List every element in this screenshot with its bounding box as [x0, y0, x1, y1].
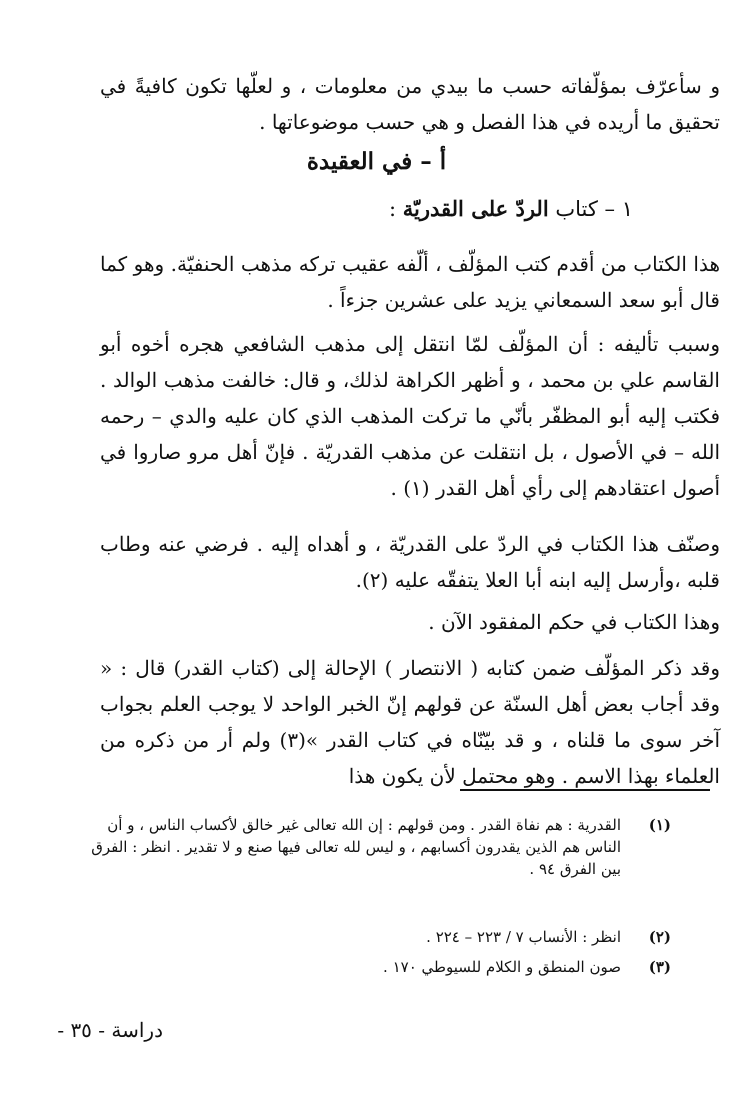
- footnote-1-mark: (١): [648, 816, 671, 834]
- footnote-1-text: القدرية : هم نفاة القدر . ومن قولهم : إن الله تعالى غير خالق لأكساب الناس ، و أن الناس هم الذين يقدرون أكسابهم ، و ليس لله تعالى فيها صنع و لا تقدير . انظر : الفرق بين الفرق ٩٤ .: [91, 816, 621, 878]
- composition-paragraph: وصنّف هذا الكتاب في الردّ على القدريّة ، و أهداه إليه . فرضي عنه وطاب قلبه ،وأرسل إليه ابنه أبا العلا يتفقّه عليه (٢).: [100, 532, 720, 592]
- footnote-2-mark: (٢): [648, 928, 671, 946]
- book-title: الردّ على القدريّة: [402, 196, 549, 221]
- book-title-colon: :: [389, 197, 397, 221]
- lost-book-paragraph: وهذا الكتاب في حكم المفقود الآن .: [428, 610, 720, 634]
- footnote-1: [71, 814, 671, 880]
- footnote-3: [71, 956, 671, 978]
- page-number: دراسة - ٣٥ -: [57, 1018, 163, 1042]
- reference-paragraph: وقد ذكر المؤلّف ضمن كتابه ( الانتصار ) الإحالة إلى (كتاب القدر) قال : « وقد أجاب بعض أهل السنّة عن قولهم إنّ الخبر الواحد لا يوجب العلم بجواب آخر سوى ما قلناه ، و قد بيّنّاه في كتاب القدر »(٣) ولم أر من ذكره من العلماء بهذا الاسم . وهو محتمل لأن يكون هذا: [100, 656, 721, 788]
- intro-paragraph: و سأعرّف بمؤلّفاته حسب ما بيدي من معلومات ، و لعلّها تكون كافيةً في تحقيق ما أريده في هذا الفصل و هي حسب موضوعاتها .: [100, 74, 720, 134]
- authoring-reason-paragraph: وسبب تأليفه : أن المؤلّف لمّا انتقل إلى مذهب الشافعي هجره أخوه أبو القاسم علي بن محمد ، و أظهر الكراهة لذلك، و قال: خالفت مذهب الوالد . فكتب إليه أبو المظفّر بأنّي ما تركت المذهب الذي كان عليه والدي – رحمه الله – في الأصول ، بل انتقلت عن مذهب القدريّة . فإنّ أهل مرو صاروا في أصول اعتقادهم إلى رأي أهل القدر (١) .: [100, 332, 720, 500]
- book-number: ١ – كتاب: [555, 197, 633, 221]
- footnote-3-mark: (٣): [648, 958, 671, 976]
- book-title-heading: [389, 196, 633, 221]
- section-heading: أ – في العقيدة: [306, 148, 447, 175]
- footnote-divider: [460, 789, 710, 791]
- book-description-paragraph: هذا الكتاب من أقدم كتب المؤلّف ، ألّفه عقيب تركه مذهب الحنفيّة. وهو كما قال أبو سعد السمعاني يزيد على عشرين جزءاً .: [100, 252, 721, 312]
- footnote-3-text: صون المنطق و الكلام للسيوطي ١٧٠ .: [383, 958, 621, 976]
- footnote-2-text: انظر : الأنساب ٧ / ٢٢٣ – ٢٢٤ .: [426, 928, 621, 946]
- footnote-2: [71, 926, 671, 948]
